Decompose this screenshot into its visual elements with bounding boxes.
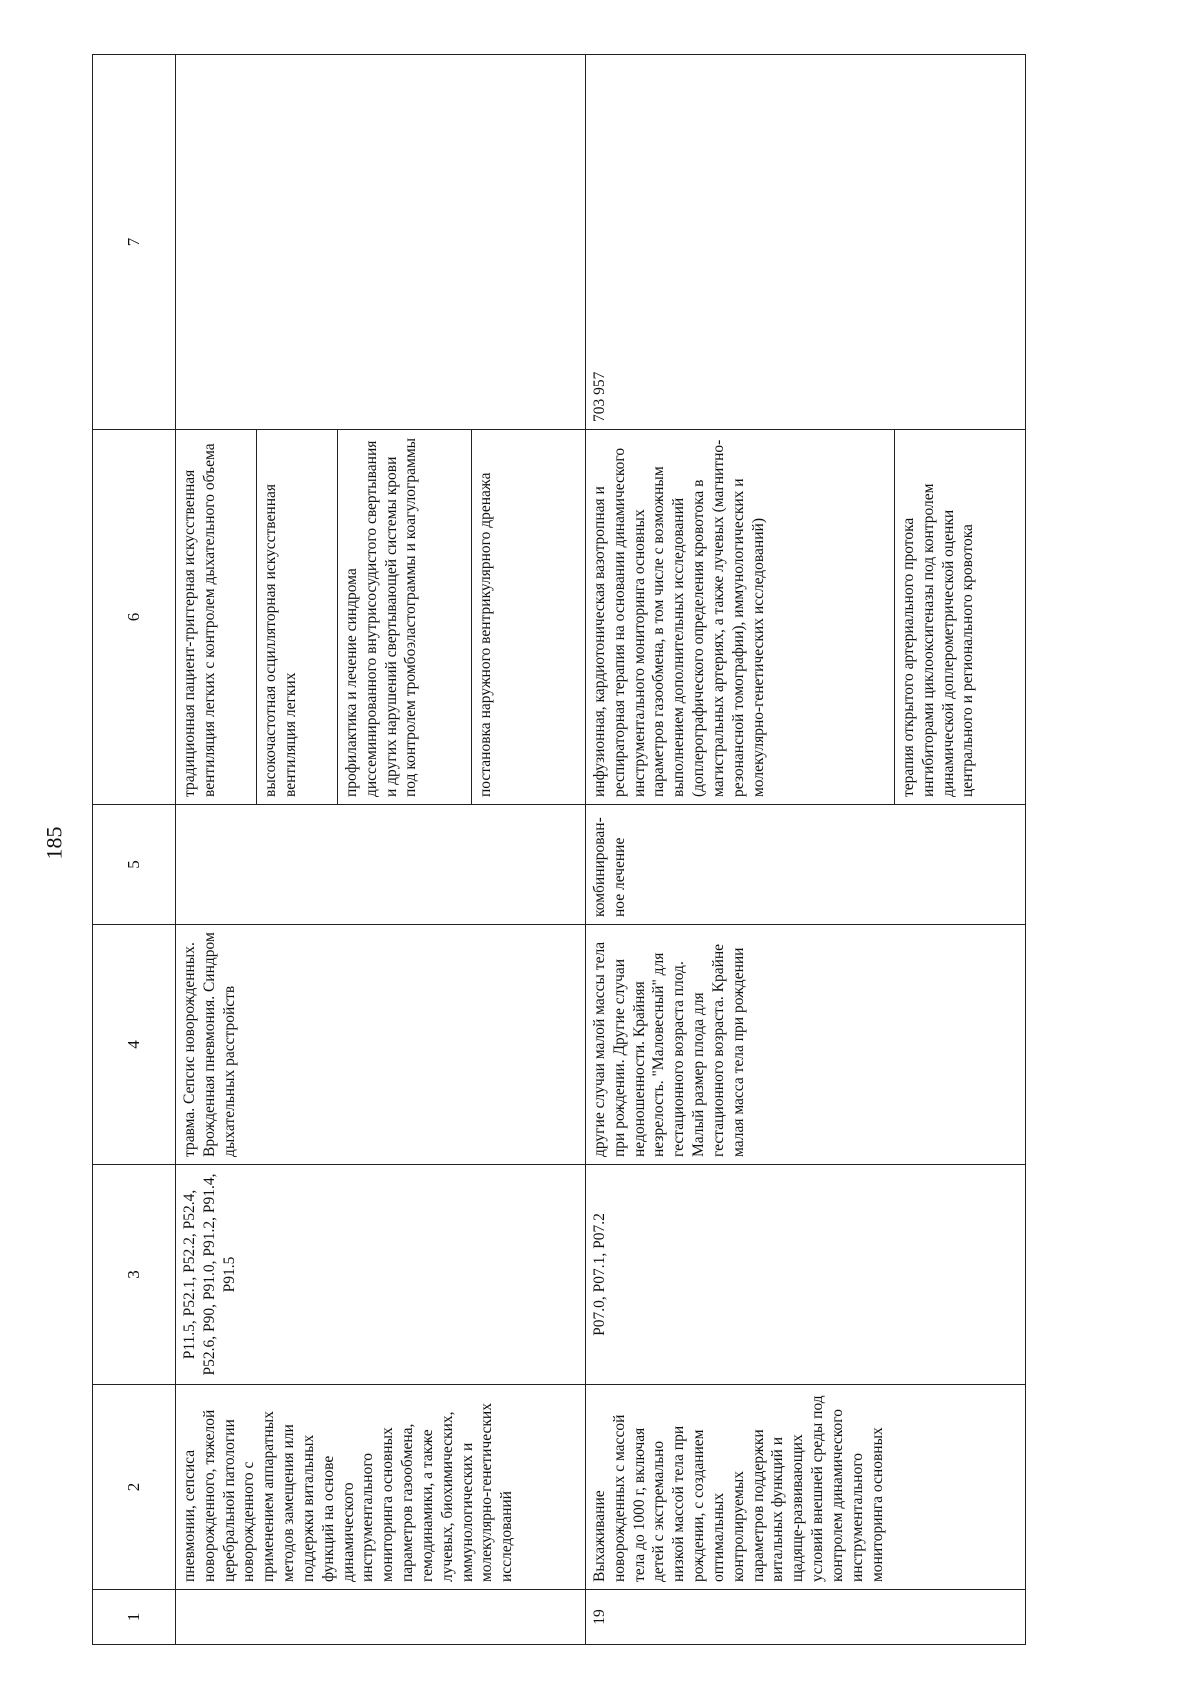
table-row — [586, 55, 1026, 1645]
page-number: 185 — [41, 826, 67, 860]
method-item: инфузионная, кардиотоническая вазотропная и респираторная терапия на основании динамического инструментального мониторинга основных параметров газообмена, в том числе с возможным выполнением дополнительных исследований (доплерографического определения кровотока в магистральных артериях, а также лучевых (магнитно-резонансной томографии), иммунологических и молекулярно-генетических исследований) — [586, 430, 895, 804]
method-item: традиционная пациент-триггерная искусственная вентиляция легких с контролем дыхательного объема — [176, 430, 257, 804]
treatment-type — [176, 805, 586, 925]
icd-codes: P11.5, P52.1, P52.2, P52.4, P52.6, P90, P91.0, P91.2, P91.4, P91.5 — [176, 1165, 586, 1385]
col-header-4: 4 — [93, 925, 176, 1165]
methods-list — [586, 430, 982, 804]
treatment-type: комбинирован-ное лечение — [586, 805, 1026, 925]
method-item: терапия открытого артериального протока ингибиторами циклооксигеназы под контролем динамической доплерометрической оценки центрального и регионального кровотока — [900, 483, 977, 797]
cost-value — [176, 55, 586, 430]
row-number: 19 — [586, 1590, 1026, 1645]
col-header-3: 3 — [93, 1165, 176, 1385]
diagnosis-model: другие случаи малой массы тела при рождении. Другие случаи недоношенности. Крайняя незрелость. "Маловесный" для гестационного возраста плод. Малый размер плода для гестационного возраста. Крайне малая масса тела при рождении — [586, 925, 1026, 1165]
row-number — [176, 1590, 586, 1645]
table-container — [92, 55, 1182, 1645]
col-header-1: 1 — [93, 1590, 176, 1645]
treatment-table — [92, 54, 1026, 1645]
method-item: высокочастотная осцилляторная искусственная вентиляция легких — [257, 430, 338, 804]
methods-list — [176, 430, 500, 804]
icd-codes: P07.0, P07.1, P07.2 — [586, 1165, 1026, 1385]
method-item: постановка наружного вентрикулярного дренажа — [477, 472, 494, 797]
treatment-methods — [586, 430, 1026, 805]
procedure-description: Выхаживание новорожденных с массой тела до 1000 г, включая детей с экстремально низкой массой тела при рождении, с созданием оптимальных контролируемых параметров поддержки витальных функций и щадяще-развивающих условий внешней среды под контролем динамического инструментального мониторинга основных — [586, 1385, 1026, 1590]
col-header-6: 6 — [93, 430, 176, 805]
diagnosis-model: травма. Сепсис новорожденных. Врожденная пневмония. Синдром дыхательных расстройств — [176, 925, 586, 1165]
procedure-description: пневмонии, сепсиса новорожденного, тяжелой церебральной патологии новорожденного с применением аппаратных методов замещения или поддержки витальных функций на основе динамического инструментального мониторинга основных параметров газообмена, гемодинамики, а также лучевых, биохимических, иммунологических и молекулярно-генетических исследований — [176, 1385, 586, 1590]
treatment-methods — [176, 430, 586, 805]
method-item: профилактика и лечение синдрома диссеминированного внутрисосудистого свертывания и других нарушений свертывающей системы крови под контролем тромбоэластограммы и коагулограммы — [338, 430, 472, 804]
cost-value: 703 957 — [586, 55, 1026, 430]
col-header-2: 2 — [93, 1385, 176, 1590]
table-row — [176, 55, 586, 1645]
col-header-5: 5 — [93, 805, 176, 925]
col-header-7: 7 — [93, 55, 176, 430]
header-row — [93, 55, 176, 1645]
